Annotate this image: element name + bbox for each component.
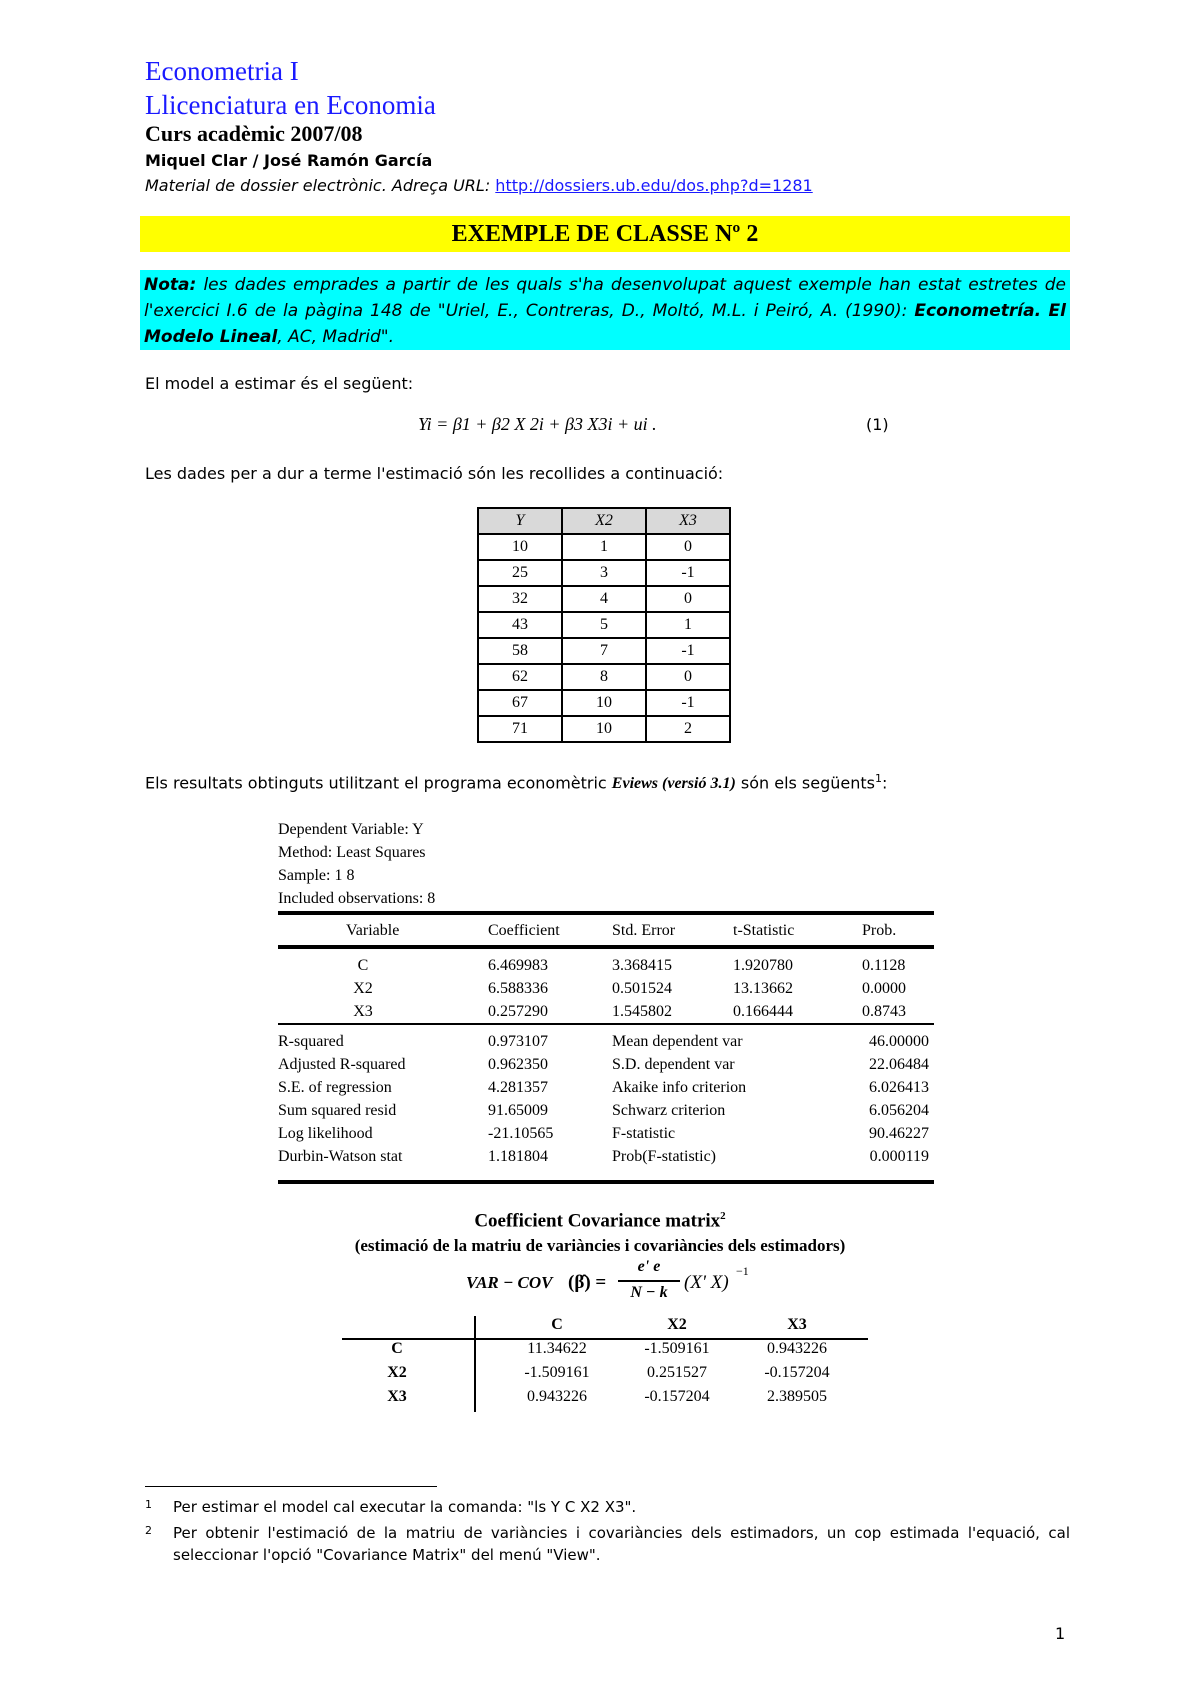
cov-vertical-rule (474, 1316, 476, 1412)
coef-value: 0.0000 (862, 980, 906, 997)
cov-col-x3: X3 (787, 1316, 807, 1333)
stat-value: 22.06484 (869, 1056, 929, 1073)
title-econometria: Econometria I (145, 56, 299, 86)
data-table-cell: 62 (478, 664, 562, 690)
data-table-cell: 32 (478, 586, 562, 612)
note-text1: les dades emprades a partir de les quals s'ha desenvolupat aquest exemple han estat estretes de l'exercici I.6 de la pàgina 148 de "Uriel, E., Contreras, D., Moltó, M.L. i Peiró, A. (1990): (144, 275, 1066, 321)
material-line (145, 176, 813, 195)
model-equation: Yi = β1 + β2 X 2i + β3 X3i + ui . (418, 414, 657, 434)
coef-value: 0.257290 (488, 1003, 548, 1020)
stat-label: Prob(F-statistic) (612, 1148, 716, 1165)
cov-formula-arg: (β̂) = (568, 1272, 607, 1293)
footnote-ref-1: 1 (875, 772, 882, 785)
footnote-separator (145, 1486, 437, 1487)
data-table-cell: 1 (646, 612, 730, 638)
footnotes (145, 1496, 1070, 1566)
dossier-url-link[interactable]: http://dossiers.ub.edu/dos.php?d=1281 (495, 176, 813, 195)
eviews-col-prob: Prob. (862, 922, 897, 939)
eviews-top-rule (278, 911, 934, 915)
cov-row-label: C (391, 1340, 403, 1357)
data-table-row (478, 690, 730, 716)
footnote-1-mark: 1 (145, 1498, 152, 1511)
stat-value: 91.65009 (488, 1102, 548, 1119)
stat-value: 0.962350 (488, 1056, 548, 1073)
footnote-1 (145, 1496, 1070, 1518)
cov-col-c: C (551, 1316, 563, 1333)
stat-label: S.D. dependent var (612, 1056, 735, 1073)
stat-label: F-statistic (612, 1125, 676, 1142)
data-table-cell: 25 (478, 560, 562, 586)
col-header-y: Y (478, 508, 562, 534)
eviews-program: Eviews (versió 3.1) (611, 775, 736, 793)
eviews-bottom-rule (278, 1180, 934, 1184)
stat-label: Log likelihood (278, 1125, 373, 1142)
stat-label: R-squared (278, 1033, 344, 1050)
model-intro: El model a estimar és el següent: (145, 374, 414, 393)
eviews-dependent-variable: Dependent Variable: Y (278, 821, 424, 838)
stat-value: 4.281357 (488, 1079, 548, 1096)
data-table-cell: 58 (478, 638, 562, 664)
coef-value: 0.8743 (862, 1003, 906, 1020)
eviews-output (278, 818, 938, 1188)
data-table-cell: 4 (562, 586, 646, 612)
cov-cell: -0.157204 (644, 1388, 710, 1405)
eviews-col-std-error: Std. Error (612, 922, 676, 939)
cov-formula-denominator: N − k (630, 1284, 668, 1301)
eviews-observations: Included observations: 8 (278, 890, 436, 907)
data-table-cell: 10 (562, 716, 646, 742)
coef-value: 0.1128 (862, 957, 906, 974)
stat-value: 0.000119 (869, 1148, 929, 1165)
cov-cell: 11.34622 (527, 1340, 587, 1357)
cov-cell: -1.509161 (644, 1340, 710, 1357)
stat-value: 6.026413 (869, 1079, 929, 1096)
coef-value: 1.920780 (733, 957, 793, 974)
material-label: Material de dossier electrònic. Adreça URL: (145, 176, 496, 195)
results-end: : (882, 773, 888, 793)
cov-row-label: X3 (387, 1388, 407, 1405)
eviews-mid-rule (278, 1023, 934, 1025)
data-table-cell: 7 (562, 638, 646, 664)
results-after: són els següents (735, 773, 875, 793)
cov-cell: 0.251527 (647, 1364, 707, 1381)
data-table-cell: 0 (646, 664, 730, 690)
cov-formula-numerator: e' e (637, 1258, 661, 1275)
stat-value: 0.973107 (488, 1033, 548, 1050)
data-table-row (478, 638, 730, 664)
eviews-col-coefficient: Coefficient (488, 922, 560, 939)
course-year: Curs acadèmic 2007/08 (145, 121, 363, 146)
data-table-row (478, 560, 730, 586)
note-lead: Nota: (144, 275, 197, 295)
data-table-cell: 5 (562, 612, 646, 638)
data-table-row (478, 586, 730, 612)
data-intro: Les dades per a dur a terme l'estimació són les recollides a continuació: (145, 464, 724, 483)
coef-value: 3.368415 (612, 957, 672, 974)
coef-value: 1.545802 (612, 1003, 672, 1020)
covariance-table (342, 1316, 872, 1416)
cov-cell: -1.509161 (524, 1364, 590, 1381)
coef-variable-name: X3 (353, 1003, 373, 1020)
data-table-cell: -1 (646, 560, 730, 586)
coef-value: 0.501524 (612, 980, 672, 997)
data-table-cell: 2 (646, 716, 730, 742)
coef-variable-name: C (357, 957, 369, 974)
stat-label: Durbin-Watson stat (278, 1148, 403, 1165)
page-number: 1 (1055, 1624, 1066, 1643)
data-table-cell: 43 (478, 612, 562, 638)
cov-formula-fraction-bar (618, 1280, 680, 1282)
cov-cell: 0.943226 (767, 1340, 827, 1357)
covariance-title-text: Coefficient Covariance matrix (474, 1210, 721, 1232)
eviews-col-t-statistic: t-Statistic (733, 922, 795, 939)
eviews-method: Method: Least Squares (278, 844, 426, 861)
cov-formula-right: (X' X) (684, 1272, 729, 1293)
eviews-header-rule (278, 945, 934, 949)
cov-cell: 0.943226 (527, 1388, 587, 1405)
stat-value: 46.00000 (869, 1033, 929, 1050)
eviews-sample: Sample: 1 8 (278, 867, 355, 884)
data-table-row (478, 612, 730, 638)
covariance-title (300, 1210, 900, 1232)
data-table-cell: 10 (478, 534, 562, 560)
covariance-subtitle: (estimació de la matriu de variàncies i covariàncies dels estimadors) (354, 1236, 846, 1255)
note-book: Econometría. El Modelo Lineal (144, 301, 1066, 347)
stat-value: -21.10565 (488, 1125, 554, 1142)
footnote-2-mark: 2 (145, 1524, 152, 1537)
data-table-cell: -1 (646, 638, 730, 664)
data-table-cell: 1 (562, 534, 646, 560)
eviews-col-variable: Variable (346, 922, 400, 939)
stat-label: Akaike info criterion (612, 1079, 747, 1096)
cov-formula-left: VAR − COV (466, 1273, 553, 1292)
coef-value: 13.13662 (733, 980, 793, 997)
coef-value: 6.469983 (488, 957, 548, 974)
coef-value: 6.588336 (488, 980, 548, 997)
stat-value: 1.181804 (488, 1148, 548, 1165)
cov-cell: 2.389505 (767, 1388, 827, 1405)
stat-label: Sum squared resid (278, 1102, 397, 1119)
equation-number: (1) (866, 415, 889, 434)
footnote-ref-2: 2 (720, 1210, 726, 1222)
data-table-cell: -1 (646, 690, 730, 716)
coef-variable-name: X2 (353, 980, 373, 997)
cov-cell: -0.157204 (764, 1364, 830, 1381)
stat-label: Schwarz criterion (612, 1102, 726, 1119)
stat-value: 6.056204 (869, 1102, 929, 1119)
data-table-header (478, 508, 730, 534)
footnote-1-text: Per estimar el model cal executar la comanda: "ls Y C X2 X3". (173, 1498, 637, 1516)
data-table-row (478, 716, 730, 742)
data-table-cell: 67 (478, 690, 562, 716)
data-table-cell: 0 (646, 586, 730, 612)
cov-row-label: X2 (387, 1364, 407, 1381)
results-before: Els resultats obtinguts utilitzant el programa economètric (145, 773, 612, 793)
note-box (140, 270, 1070, 350)
coef-value: 0.166444 (733, 1003, 793, 1020)
stat-value: 90.46227 (869, 1125, 929, 1142)
authors: Miquel Clar / José Ramón García (145, 151, 433, 170)
data-table-cell: 3 (562, 560, 646, 586)
footnote-2-text: Per obtenir l'estimació de la matriu de variàncies i covariàncies dels estimadors, un cop estimada l'equació, cal seleccionar l'opció "Covariance Matrix" del menú "View". (173, 1524, 1070, 1564)
data-table (477, 507, 731, 743)
data-table-cell: 71 (478, 716, 562, 742)
cov-formula-exponent: −1 (736, 1264, 749, 1278)
stat-label: S.E. of regression (278, 1079, 392, 1096)
stat-label: Mean dependent var (612, 1033, 743, 1050)
col-header-x2: X2 (562, 508, 646, 534)
data-table-cell: 8 (562, 664, 646, 690)
title-llicenciatura: Llicenciatura en Economia (145, 90, 436, 120)
note-text2: , AC, Madrid". (277, 327, 395, 347)
results-intro (145, 772, 887, 793)
stat-label: Adjusted R-squared (278, 1056, 406, 1073)
data-table-row (478, 664, 730, 690)
data-table-row (478, 534, 730, 560)
data-table-cell: 10 (562, 690, 646, 716)
cov-col-x2: X2 (667, 1316, 687, 1333)
footnote-2 (145, 1522, 1070, 1566)
example-banner: EXEMPLE DE CLASSE Nº 2 (140, 216, 1070, 252)
data-table-cell: 0 (646, 534, 730, 560)
col-header-x3: X3 (646, 508, 730, 534)
